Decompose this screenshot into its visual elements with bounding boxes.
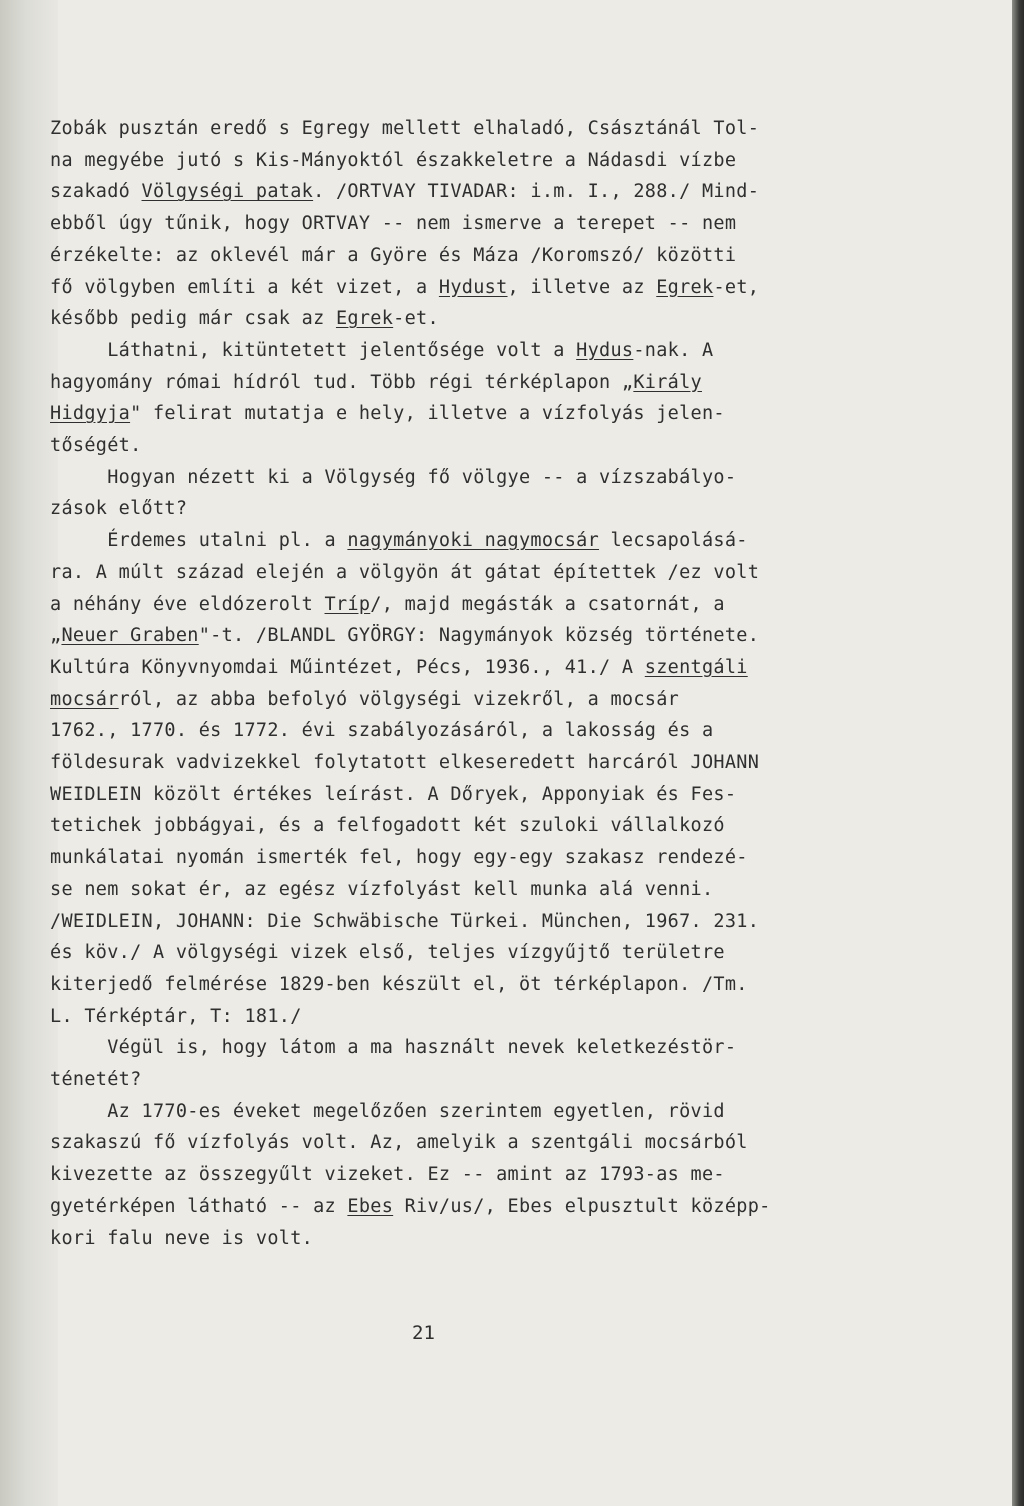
text-line xyxy=(50,179,759,205)
text-line xyxy=(50,433,142,459)
underlined-term: Tríp xyxy=(324,593,371,615)
text-segment: -et, xyxy=(713,276,760,298)
text-segment: , illetve az xyxy=(507,276,657,298)
text-segment: Láthatni, kitüntetett jelentősége volt a xyxy=(50,339,577,361)
text-segment: Zobák pusztán eredő s Egregy mellett elhaladó, Császtánál Tol- xyxy=(50,118,760,139)
text-line xyxy=(50,940,725,966)
text-segment: földesurak vadvizekkel folytatott elkeseredett harcáról JOHANN xyxy=(50,752,760,773)
text-segment: Riv/us/, Ebes elpusztult középp- xyxy=(393,1195,771,1217)
text-line xyxy=(50,1099,725,1125)
text-line xyxy=(50,909,759,935)
underlined-term: mocsár xyxy=(50,688,119,710)
text-segment: Kultúra Könyvnyomdai Műintézet, Pécs, 1936., 41./ A xyxy=(50,656,645,678)
text-line xyxy=(50,623,759,649)
text-segment: ról, az abba befolyó völgységi vizekről, a mocsár xyxy=(118,688,680,710)
text-line xyxy=(50,370,702,396)
text-line xyxy=(50,275,759,301)
text-segment: WEIDLEIN közölt értékes leírást. A Dőryek, Apponyiak és Fes- xyxy=(50,783,737,805)
text-segment: kori falu neve is volt. xyxy=(50,1227,314,1249)
text-segment: zások előtt? xyxy=(50,498,188,520)
text-segment: szakaszú fő vízfolyás volt. Az, amelyik a szentgáli mocsárból xyxy=(50,1132,748,1154)
text-segment: szakadó xyxy=(50,181,142,203)
text-line xyxy=(50,750,759,776)
text-line xyxy=(50,1194,771,1220)
underlined-term: Neuer Graben xyxy=(61,625,199,647)
text-segment: /WEIDLEIN, JOHANN: Die Schwäbische Türkei. München, 1967. 231. xyxy=(50,910,760,932)
text-line xyxy=(50,1162,725,1188)
text-segment: később pedig már csak az xyxy=(50,308,336,330)
text-line xyxy=(50,1067,142,1093)
underlined-term: Hydus xyxy=(576,339,634,361)
page-number: 21 xyxy=(412,1322,435,1344)
underlined-term: Király xyxy=(633,371,702,393)
text-segment: munkálatai nyomán ismerték fel, hogy egy-egy szakasz rendezé- xyxy=(50,847,748,869)
text-segment: kiterjedő felmérése 1829-ben készült el, öt térképlapon. /Tm. xyxy=(50,973,748,995)
underlined-term: Egrek xyxy=(656,276,714,298)
text-segment: L. Térképtár, T: 181./ xyxy=(50,1005,302,1027)
text-line xyxy=(50,243,736,269)
text-segment: /, majd megásták a csatornát, a xyxy=(370,593,725,615)
text-line xyxy=(50,211,736,237)
underlined-term: szentgáli xyxy=(644,656,748,678)
text-line xyxy=(50,338,713,364)
text-line xyxy=(50,782,736,808)
text-segment: Az 1770-es éveket megelőzően szerintem egyetlen, rövid xyxy=(50,1100,725,1122)
text-segment: fő völgyben említi a két vizet, a xyxy=(50,276,439,298)
text-segment: -et. xyxy=(393,308,439,330)
text-line xyxy=(50,687,679,713)
text-line xyxy=(50,496,187,522)
text-segment: érzékelte: az oklevél már a Györe és Máza /Koromszó/ közötti xyxy=(50,244,737,266)
text-line xyxy=(50,1226,313,1252)
text-segment: na megyébe jutó s Kis-Mányoktól északkeletre a Nádasdi vízbe xyxy=(50,149,737,171)
text-segment: Hogyan nézett ki a Völgység fő völgye -- a vízszabályo- xyxy=(50,466,737,488)
text-line xyxy=(50,813,725,839)
text-segment: a néhány éve eldózerolt xyxy=(50,593,325,615)
underlined-term: Hydust xyxy=(438,276,508,298)
text-segment: 1762., 1770. és 1772. évi szabályozásáról, a lakosság és a xyxy=(50,720,714,742)
text-segment: Érdemes utalni pl. a xyxy=(50,530,348,552)
text-segment: tőségét. xyxy=(50,435,142,456)
text-segment: " felirat mutatja e hely, illetve a vízfolyás jelen- xyxy=(130,403,725,425)
text-segment: Végül is, hogy látom a ma használt nevek keletkezéstör- xyxy=(50,1037,737,1059)
text-segment: "-t. /BLANDL GYÖRGY: Nagymányok község története. xyxy=(198,625,760,647)
text-segment: ebből úgy tűnik, hogy ORTVAY -- nem ismerve a terepet -- nem xyxy=(50,213,737,235)
text-segment: gyetérképen látható -- az xyxy=(50,1195,348,1217)
text-line xyxy=(50,528,748,554)
text-segment: „ xyxy=(50,625,62,647)
text-line xyxy=(50,718,713,744)
text-line xyxy=(50,401,725,427)
underlined-term: Egrek xyxy=(335,308,394,330)
text-line xyxy=(50,148,736,174)
text-line xyxy=(50,1035,736,1061)
underlined-term: nagymányoki nagymocsár xyxy=(347,530,600,552)
text-line xyxy=(50,592,725,618)
underlined-term: Hidgyja xyxy=(50,403,131,425)
text-line xyxy=(50,306,439,332)
underlined-term: Völgységi patak xyxy=(141,181,314,203)
text-segment: -nak. A xyxy=(633,339,714,361)
text-segment: hagyomány római hídról tud. Több régi térképlapon „ xyxy=(50,371,634,393)
text-segment: ra. A múlt század elején a völgyön át gátat építettek /ez volt xyxy=(50,561,760,583)
text-line xyxy=(50,845,748,871)
text-line xyxy=(50,1004,302,1030)
text-segment: se nem sokat ér, az egész vízfolyást kell munka alá venni. xyxy=(50,878,714,900)
text-line xyxy=(50,560,759,586)
text-line xyxy=(50,116,759,142)
text-line xyxy=(50,877,713,903)
text-line xyxy=(50,655,748,681)
text-line xyxy=(50,1130,748,1156)
text-segment: lecsapolásá- xyxy=(599,530,748,552)
text-segment: kivezette az összegyűlt vizeket. Ez -- amint az 1793-as me- xyxy=(50,1164,725,1186)
underlined-term: Ebes xyxy=(347,1195,394,1217)
text-segment: . /ORTVAY TIVADAR: i.m. I., 288./ Mind- xyxy=(313,181,760,203)
text-segment: ténetét? xyxy=(50,1069,142,1090)
text-segment: és köv./ A völgységi vizek első, teljes vízgyűjtő területre xyxy=(50,942,725,964)
text-line xyxy=(50,465,736,491)
text-line xyxy=(50,972,748,998)
text-segment: tetichek jobbágyai, és a felfogadott két szuloki vállalkozó xyxy=(50,815,725,837)
